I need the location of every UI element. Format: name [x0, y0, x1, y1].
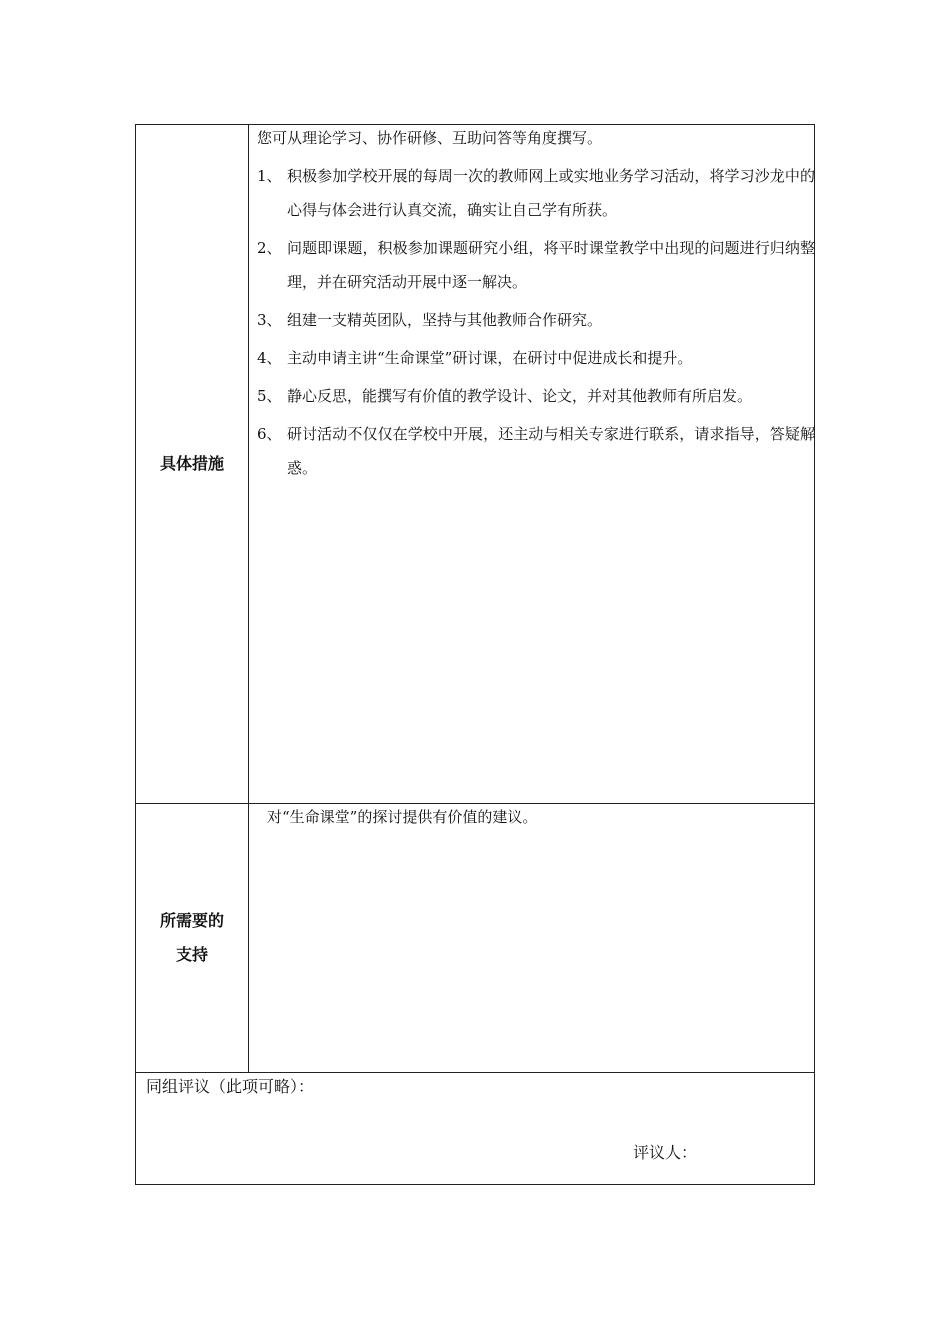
support-content-cell — [249, 804, 814, 1072]
item-text: 问题即课题，积极参加课题研究小组，将平时课堂教学中出现的问题进行归纳整理，并在研究活动开展中逐一解决。 — [287, 239, 815, 291]
item-text: 积极参加学校开展的每周一次的教师网上或实地业务学习活动，将学习沙龙中的心得与体会进行认真交流，确实让自己学有所获。 — [287, 167, 815, 219]
plan-form-table — [135, 124, 815, 1185]
list-item — [257, 303, 815, 337]
measures-content-cell — [249, 125, 814, 803]
list-item — [257, 379, 815, 413]
item-number: 5、 — [257, 387, 282, 405]
measures-list — [257, 159, 815, 489]
item-number: 6、 — [257, 425, 282, 443]
support-text: 对“生命课堂”的探讨提供有价值的建议。 — [267, 808, 538, 826]
item-number: 4、 — [257, 349, 282, 367]
support-label-line1: 所需要的 — [159, 911, 224, 930]
review-label: 同组评议（此项可略）： — [146, 1077, 315, 1096]
support-label-line2: 支持 — [175, 945, 208, 964]
list-item — [257, 231, 815, 299]
item-text: 组建一支精英团队，坚持与其他教师合作研究。 — [287, 311, 603, 329]
list-item — [257, 417, 815, 485]
measures-label: 具体措施 — [159, 454, 224, 473]
measures-label-cell — [136, 125, 248, 803]
list-item — [257, 159, 815, 227]
list-item — [257, 341, 815, 375]
reviewer-label: 评议人： — [633, 1143, 698, 1162]
measures-intro: 您可从理论学习、协作研修、互助问答等角度撰写。 — [257, 129, 603, 147]
item-number: 2、 — [257, 239, 282, 257]
item-text: 主动申请主讲“生命课堂”研讨课，在研讨中促进成长和提升。 — [287, 349, 693, 367]
item-text: 研讨活动不仅仅在学校中开展，还主动与相关专家进行联系，请求指导，答疑解惑。 — [287, 425, 815, 477]
review-cell — [136, 1073, 814, 1184]
item-number: 1、 — [257, 167, 282, 185]
support-label-cell — [136, 804, 248, 1072]
item-number: 3、 — [257, 311, 282, 329]
item-text: 静心反思，能撰写有价值的教学设计、论文，并对其他教师有所启发。 — [287, 387, 753, 405]
